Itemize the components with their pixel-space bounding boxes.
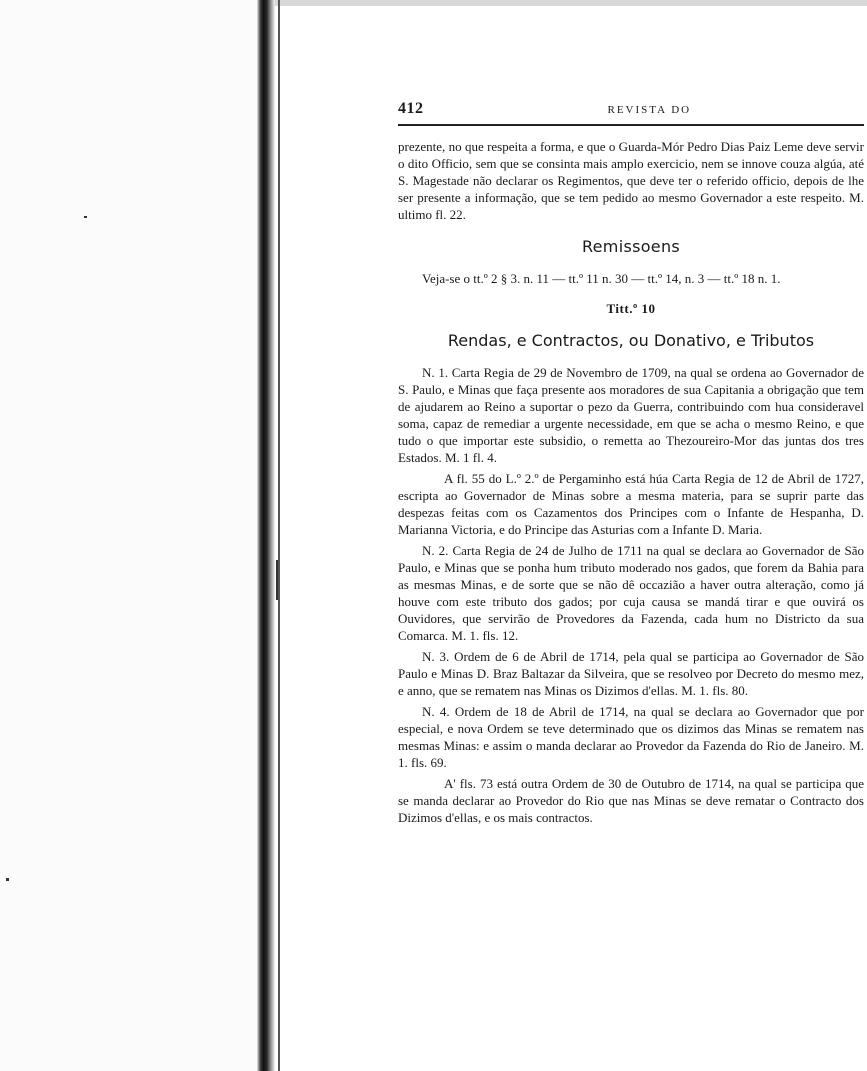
- titulo-label: Titt.º 10: [606, 301, 656, 316]
- header-rule: [398, 124, 864, 126]
- scan-speck: [6, 878, 9, 881]
- entry-note-fls73: A' fls. 73 está outra Ordem de 30 de Outubro de 1714, na qual se participa que se manda declarar ao Provedor do Rio que nas Minas se deve rematar o Contracto dos Dizimos d'ellas, e os mais contractos.: [398, 776, 864, 825]
- scan-speck: [276, 560, 278, 600]
- page-number: 412: [398, 100, 424, 117]
- blank-facing-page: [0, 0, 262, 1071]
- gutter-line: [278, 0, 280, 1071]
- scan-speck: [84, 216, 87, 218]
- opening-paragraph: prezente, no que respeita a forma, e que o Guarda-Mór Pedro Dias Paiz Leme deve servir o dito Officio, sem que se consinta mais amplo exercicio, nem se innove couza algúa, até S. Magestade não declarar os Regimentos, que deve ter o referido officio, depois de lhe ser presente a informação, que se tem pedido ao mesmo Governador a este respeito. M. ultimo fl. 22.: [398, 139, 864, 222]
- remissoens-heading: Remissoens: [581, 237, 681, 256]
- book-gutter: [257, 0, 275, 1071]
- entry-n4: N. 4. Ordem de 18 de Abril de 1714, na qual se declara ao Governador que por especial, e nova Ordem se teve determinado que os dizimos das Minas se rematem nas mesmas Minas: e assim o manda declarar ao Provedor da Fazenda do Rio de Janeiro. M. 1. fls. 69.: [398, 704, 864, 770]
- entry-n1: N. 1. Carta Regia de 29 de Novembro de 1709, na qual se ordena ao Governador de S. Paulo, e Minas que faça presente aos moradores de sua Capitania a obrigação que tem de ajudarem ao Reino a suportar o pezo da Guerra, contribuindo com hua consideravel soma, capaz de remediar a urgente necessidade, em que se acha o mesmo Reino, e que tudo o que importar este subsidio, o remetta ao Thezoureiro-Mor das juntas dos tres Estados. M. 1 fl. 4.: [398, 365, 864, 465]
- entry-n3: N. 3. Ordem de 6 de Abril de 1714, pela qual se participa ao Governador de São Paulo e Minas D. Braz Baltazar da Silveira, que se resolveo por Decreto do mesmo mez, e anno, que se rematem nas Minas os Dizimos d'ellas. M. 1. fls. 80.: [398, 649, 864, 698]
- entry-n2: N. 2. Carta Regia de 24 de Julho de 1711 na qual se declara ao Governador de São Paulo, e Minas que se ponha hum tributo moderado nos gados, que forem da Bahia para as mesmas Minas, e de sorte que se não dê occazião a haver outra alteração, como já houve com este tributo dos gados; por cuja causa se mandá tirar e que ouvirá os Ouvidores, que servirão de Provedores da Fazenda, cada hum no Districto da sua Comarca. M. 1. fls. 12.: [398, 543, 864, 643]
- entry-note-fl55: A fl. 55 do L.º 2.º de Pergaminho está húa Carta Regia de 12 de Abril de 1727, escripta ao Governador de Minas sobre a mesma materia, para se suprir parte das despezas feitas com os Cazamentos dos Principes com o Infante de Hespanha, D. Marianna Victoria, e do Principe das Asturias com a Infante D. Maria.: [398, 471, 864, 537]
- book-page: [398, 100, 864, 830]
- running-head: [398, 100, 864, 122]
- chapter-heading: Rendas, e Contractos, ou Donativo, e Tributos: [447, 331, 815, 350]
- remissoens-text: Veja-se o tt.º 2 § 3. n. 11 — tt.º 11 n. 30 — tt.º 14, n. 3 — tt.º 18 n. 1.: [422, 271, 781, 286]
- running-title: REVISTA DO: [607, 104, 692, 116]
